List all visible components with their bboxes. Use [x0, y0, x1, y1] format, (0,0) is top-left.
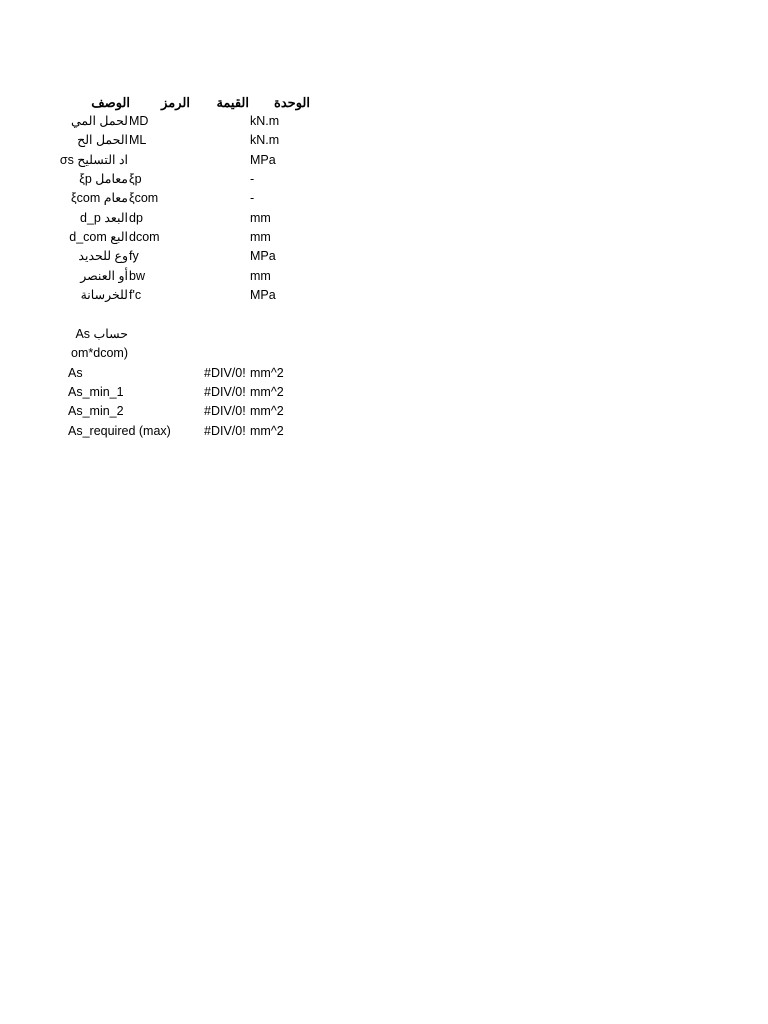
input-unit[interactable]: MPa	[250, 288, 276, 302]
calc-formula[interactable]: om*dcom)	[71, 346, 128, 360]
input-description[interactable]: وع للحديد	[78, 249, 128, 263]
input-description[interactable]: البع d_com	[69, 230, 128, 244]
result-value[interactable]: #DIV/0!	[204, 385, 246, 399]
result-unit[interactable]: mm^2	[250, 404, 284, 418]
input-unit[interactable]: kN.m	[250, 133, 280, 147]
input-value[interactable]	[204, 170, 248, 189]
input-description[interactable]: اد التسليح σs	[60, 153, 128, 167]
result-row	[0, 364, 768, 383]
header-row	[0, 93, 768, 112]
input-symbol[interactable]: ξp	[129, 172, 142, 186]
calc-formula-row	[0, 344, 768, 363]
calc-title-row	[0, 325, 768, 344]
result-row	[0, 402, 768, 421]
input-symbol[interactable]: dcom	[129, 230, 160, 244]
result-unit[interactable]: mm^2	[250, 385, 284, 399]
result-row	[0, 422, 768, 441]
input-row	[0, 131, 768, 150]
input-symbol[interactable]: ML	[129, 133, 147, 147]
input-row	[0, 228, 768, 247]
input-row	[0, 170, 768, 189]
input-row	[0, 112, 768, 131]
calc-title[interactable]: حساب As	[75, 327, 128, 341]
input-value[interactable]	[204, 228, 248, 247]
input-row	[0, 247, 768, 266]
input-unit[interactable]: MPa	[250, 153, 276, 167]
input-unit[interactable]: -	[250, 172, 255, 186]
result-unit[interactable]: mm^2	[250, 424, 284, 438]
result-symbol[interactable]: As_required (max)	[68, 424, 171, 438]
input-row	[0, 267, 768, 286]
input-description[interactable]: معام ξcom	[71, 191, 128, 205]
result-value[interactable]: #DIV/0!	[204, 366, 246, 380]
input-symbol[interactable]: MD	[129, 114, 149, 128]
input-unit[interactable]: mm	[250, 269, 271, 283]
input-description[interactable]: الحمل الح	[77, 133, 128, 147]
input-description[interactable]: أو العنصر	[80, 269, 128, 283]
input-row	[0, 151, 768, 170]
input-description[interactable]: للخرسانة	[80, 288, 128, 302]
result-symbol[interactable]: As	[68, 366, 83, 380]
input-symbol[interactable]: ξcom	[129, 191, 159, 205]
result-symbol[interactable]: As_min_2	[68, 404, 124, 418]
input-symbol[interactable]: f'c	[129, 288, 142, 302]
input-row	[0, 209, 768, 228]
input-value[interactable]	[204, 267, 248, 286]
input-unit[interactable]: -	[250, 191, 255, 205]
input-row	[0, 286, 768, 305]
input-unit[interactable]: MPa	[250, 249, 276, 263]
input-value[interactable]	[204, 209, 248, 228]
input-unit[interactable]: kN.m	[250, 114, 280, 128]
input-description[interactable]: البعد d_p	[80, 211, 128, 225]
input-symbol[interactable]: dp	[129, 211, 143, 225]
input-value[interactable]	[204, 151, 248, 170]
result-row	[0, 383, 768, 402]
input-symbol[interactable]: fy	[129, 249, 139, 263]
input-unit[interactable]: mm	[250, 230, 271, 244]
input-symbol[interactable]: bw	[129, 269, 145, 283]
result-unit[interactable]: mm^2	[250, 366, 284, 380]
input-unit[interactable]: mm	[250, 211, 271, 225]
input-value[interactable]	[204, 247, 248, 266]
input-description[interactable]: معامل ξp	[79, 172, 128, 186]
result-value[interactable]: #DIV/0!	[204, 424, 246, 438]
input-row	[0, 189, 768, 208]
input-value[interactable]	[204, 189, 248, 208]
input-value[interactable]	[204, 112, 248, 131]
result-symbol[interactable]: As_min_1	[68, 385, 124, 399]
header-symbol[interactable]: الرمز	[161, 95, 190, 110]
header-description[interactable]: الوصف	[91, 95, 130, 110]
input-value[interactable]	[204, 286, 248, 305]
input-description[interactable]: لحمل المي	[71, 114, 128, 128]
header-unit[interactable]: الوحدة	[274, 95, 310, 110]
result-value[interactable]: #DIV/0!	[204, 404, 246, 418]
header-value[interactable]: القيمة	[216, 95, 249, 110]
input-value[interactable]	[204, 131, 248, 150]
